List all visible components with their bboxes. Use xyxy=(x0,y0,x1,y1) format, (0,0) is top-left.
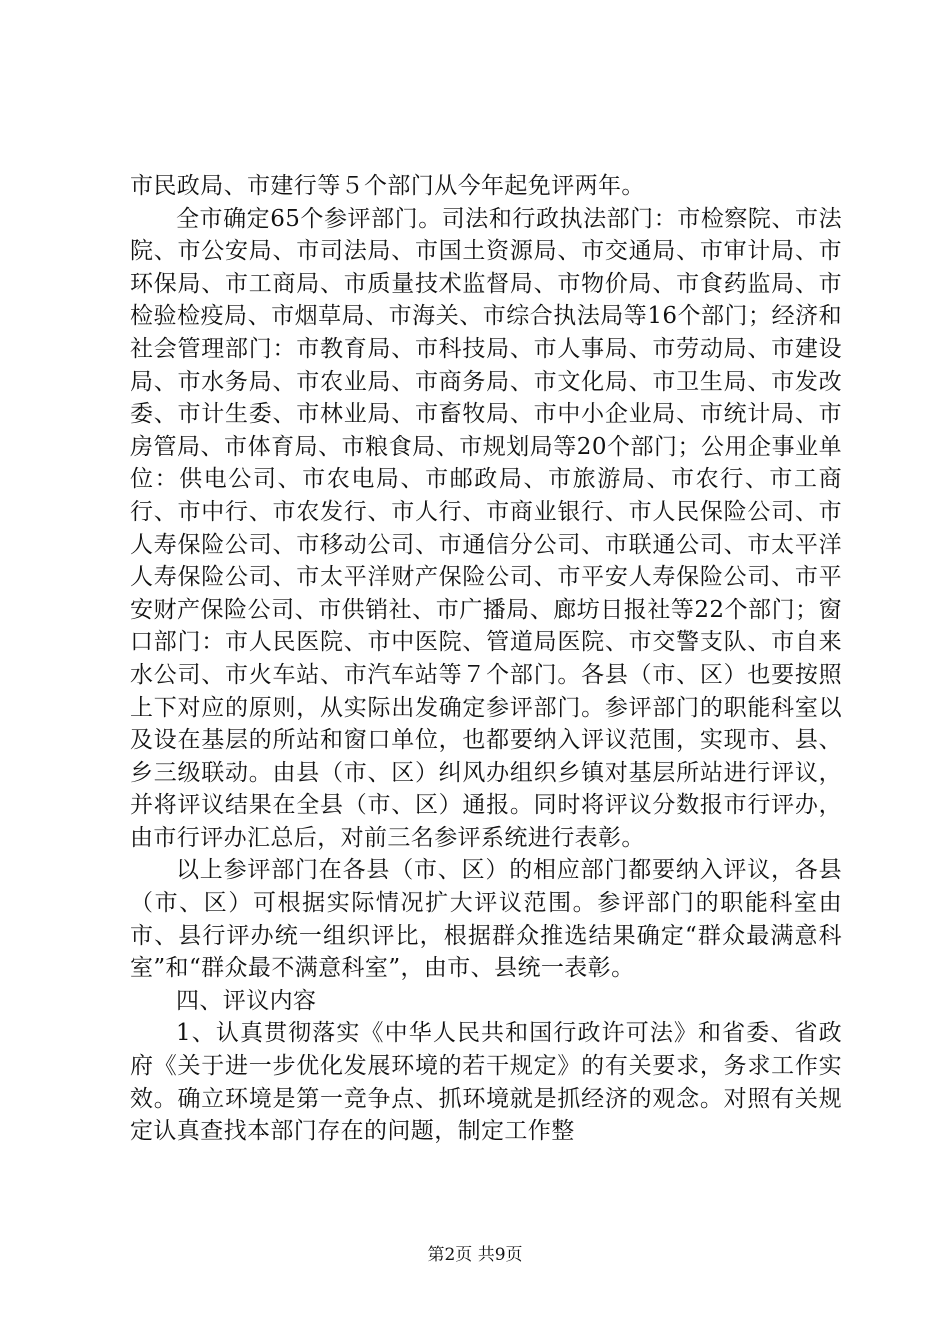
page-number-footer: 第2页 共9页 xyxy=(427,1245,523,1265)
paragraph-participating-departments: 全市确定65个参评部门。司法和行政执法部门：市检察院、市法院、市公安局、市司法局、市国土资源局、市交通局、市审计局、市环保局、市工商局、市质量技术监督局、市物价局、市食药监局、市检验检疫局、市烟草局、市海关、市综合执法局等16个部门；经济和社会管理部门：市教育局、市科技局、市人事局、市劳动局、市建设局、市水务局、市农业局、市商务局、市文化局、市卫生局、市发改委、市计生委、市林业局、市畜牧局、市中小企业局、市统计局、市房管局、市体育局、市粮食局、市规划局等20个部门；公用企事业单位：供电公司、市农电局、市邮政局、市旅游局、市农行、市工商行、市中行、市农发行、市人行、市商业银行、市人民保险公司、市人寿保险公司、市移动公司、市通信分公司、市联通公司、市太平洋人寿保险公司、市太平洋财产保险公司、市平安人寿保险公司、市平安财产保险公司、市供销社、市广播局、廊坊日报社等22个部门；窗口部门：市人民医院、市中医院、管道局医院、市交警支队、市自来水公司、市火车站、市汽车站等７个部门。各县（市、区）也要按照上下对应的原则，从实际出发确定参评部门。参评部门的职能科室以及设在基层的所站和窗口单位，也都要纳入评议范围，实现市、县、乡三级联动。由县（市、区）纠风办组织乡镇对基层所站进行评议，并将评议结果在全县（市、区）通报。同时将评议分数报市行评办，由市行评办汇总后，对前三名参评系统进行表彰。 xyxy=(130,205,842,851)
paragraph-item-1: 1、认真贯彻落实《中华人民共和国行政许可法》和省委、省政府《关于进一步优化发展环境的若干规定》的有关要求，务求工作实效。确立环境是第一竞争点、抓环境就是抓经济的观念。对照有关规定认真查找本部门存在的问题，制定工作整 xyxy=(130,1020,842,1145)
document-body xyxy=(130,170,842,1148)
paragraph-county-evaluation: 以上参评部门在各县（市、区）的相应部门都要纳入评议，各县（市、区）可根据实际情况扩大评议范围。参评部门的职能科室由市、县行评办统一组织评比，根据群众推选结果确定“群众最满意科室”和“群众最不满意科室”，由市、县统一表彰。 xyxy=(130,857,842,982)
paragraph-exempt-departments: 市民政局、市建行等５个部门从今年起免评两年。 xyxy=(130,173,645,199)
section-heading-evaluation-content: 四、评议内容 xyxy=(176,987,317,1014)
